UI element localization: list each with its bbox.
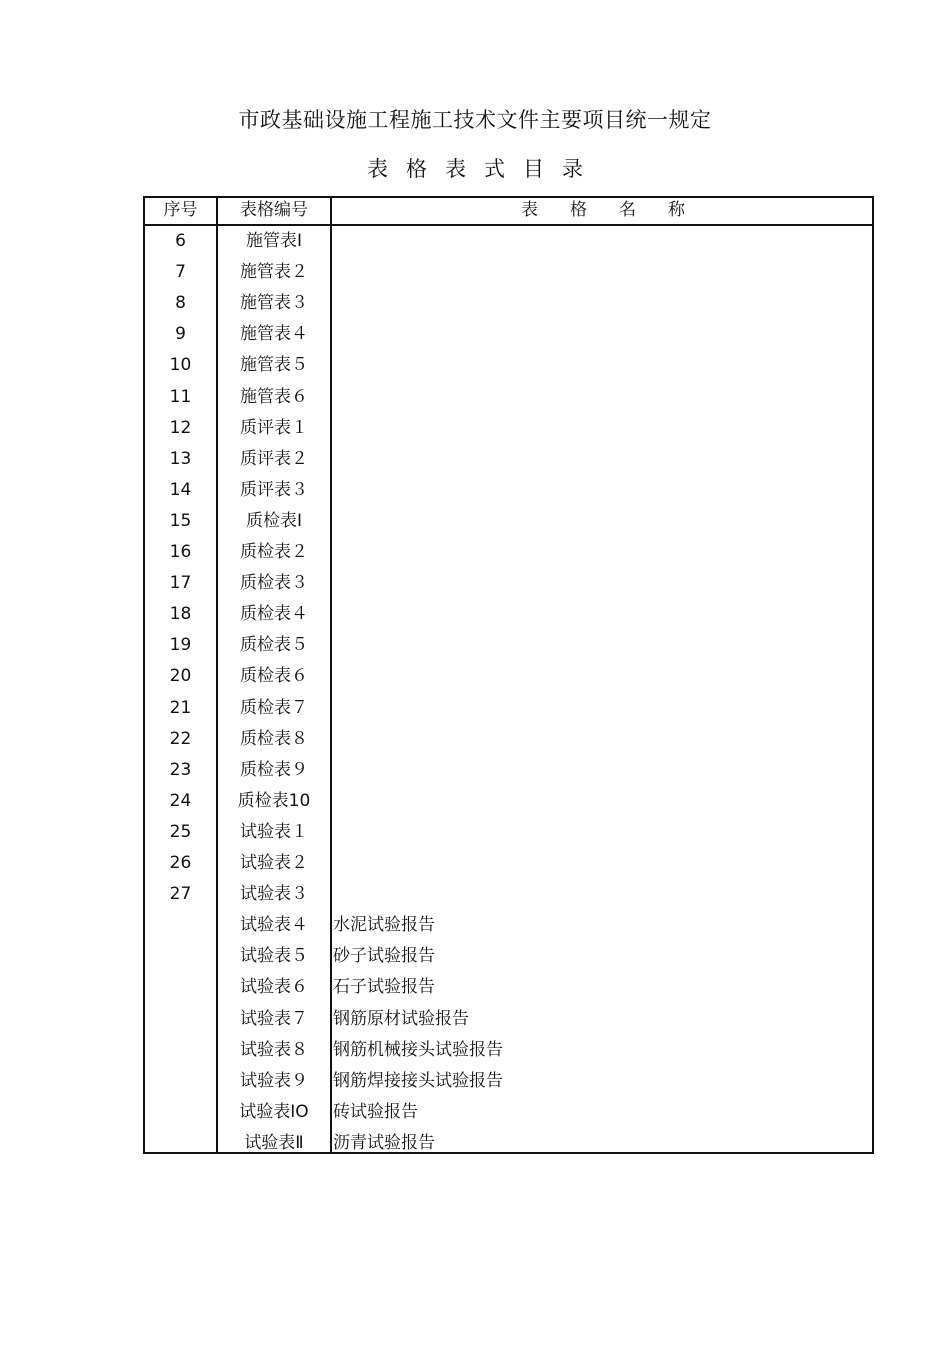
row-seq: 10	[169, 355, 192, 376]
row-seq: 25	[169, 821, 192, 842]
row-seq	[145, 1035, 216, 1066]
row-seq	[145, 1066, 216, 1097]
row-name: 钢筋机械接头试验报告	[333, 1039, 503, 1060]
row-seq	[145, 972, 216, 1003]
table-row	[145, 693, 874, 724]
row-name: 石子试验报告	[333, 977, 435, 998]
row-code: 试验表７	[240, 1008, 308, 1029]
row-code: 质评表１	[240, 417, 308, 438]
row-code: 试验表２	[240, 853, 308, 873]
row-code: 施管表Ⅰ	[245, 231, 302, 251]
table-row	[145, 319, 874, 350]
row-name: 砂子试验报告	[333, 946, 435, 967]
row-seq: 17	[169, 573, 192, 594]
header-seq: 序号	[163, 200, 198, 220]
row-name: 钢筋焊接接头试验报告	[333, 1070, 503, 1091]
row-name	[333, 257, 871, 288]
row-seq	[145, 1097, 216, 1128]
row-seq: 8	[175, 293, 186, 314]
row-name	[333, 288, 871, 319]
table-row	[145, 257, 874, 288]
row-name	[333, 350, 871, 381]
row-seq: 11	[169, 386, 192, 407]
table-row	[145, 910, 874, 941]
row-code: 质检表３	[240, 573, 308, 594]
header-name-char: 称	[668, 200, 685, 220]
subtitle-char: 表	[445, 157, 466, 181]
row-name	[333, 879, 871, 910]
row-code: 质检表８	[240, 728, 308, 749]
row-code: 试验表１	[240, 821, 308, 842]
row-seq: 27	[169, 884, 192, 905]
row-code: 试验表３	[240, 884, 308, 905]
row-name	[333, 413, 871, 444]
table-row	[145, 879, 874, 910]
table-row	[145, 288, 874, 319]
row-code: 试验表８	[240, 1039, 308, 1060]
row-seq	[145, 941, 216, 972]
table-row	[145, 537, 874, 568]
subtitle-char: 式	[484, 157, 505, 181]
table-row	[145, 817, 874, 848]
row-seq	[145, 1128, 216, 1159]
table-row	[145, 661, 874, 692]
row-code: 施管表５	[240, 355, 308, 376]
row-code: 质检表２	[240, 542, 308, 562]
row-seq: 26	[169, 853, 192, 873]
row-name	[333, 661, 871, 692]
row-name: 砖试验报告	[333, 1101, 418, 1122]
table-row	[145, 444, 874, 475]
row-name	[333, 724, 871, 755]
row-code: 试验表９	[240, 1070, 308, 1091]
row-seq: 7	[175, 262, 186, 283]
row-seq: 19	[169, 635, 192, 656]
row-code: 施管表６	[240, 386, 308, 407]
document-title: 市政基础设施工程施工技术文件主要项目统一规定	[238, 108, 712, 132]
row-code: 施管表３	[240, 293, 308, 314]
row-seq: 12	[169, 417, 192, 438]
row-name	[333, 755, 871, 786]
row-seq: 22	[169, 728, 192, 749]
row-name	[333, 599, 871, 630]
table-row	[145, 350, 874, 381]
row-name	[333, 817, 871, 848]
row-code: 试验表４	[240, 915, 308, 936]
header-name-char: 名	[619, 200, 636, 220]
table-row	[145, 568, 874, 599]
table-row	[145, 972, 874, 1003]
table-row	[145, 755, 874, 786]
table-row	[145, 786, 874, 817]
row-code: 试验表IO	[239, 1101, 309, 1122]
row-seq	[145, 910, 216, 941]
row-code: 质评表３	[240, 479, 308, 500]
table-row	[145, 848, 874, 879]
table-row	[145, 1097, 874, 1128]
row-code: 质检表６	[240, 666, 308, 687]
row-seq: 24	[169, 790, 192, 811]
row-name	[333, 382, 871, 413]
row-code: 质检表５	[240, 635, 308, 656]
row-name	[333, 786, 871, 817]
row-code: 质检表９	[240, 759, 308, 780]
row-seq: 18	[169, 604, 192, 625]
row-name	[333, 444, 871, 475]
table-row	[145, 413, 874, 444]
row-seq: 13	[169, 448, 192, 469]
row-seq: 20	[169, 666, 192, 687]
subtitle-char: 目	[523, 157, 544, 181]
table-row	[145, 475, 874, 506]
row-name	[333, 506, 871, 537]
row-seq: 14	[169, 479, 192, 500]
row-seq: 16	[169, 542, 192, 562]
table-row	[145, 1128, 874, 1159]
table-row	[145, 506, 874, 537]
row-code: 试验表Ⅱ	[244, 1132, 304, 1153]
row-seq: 6	[175, 231, 186, 251]
forms-index-table	[143, 196, 874, 1154]
row-name	[333, 630, 871, 661]
subtitle-char: 录	[562, 157, 583, 181]
row-seq	[145, 1004, 216, 1035]
subtitle-char: 格	[406, 157, 427, 181]
row-name	[333, 319, 871, 350]
header-name-char: 表	[521, 200, 538, 220]
row-code: 质评表２	[240, 448, 308, 469]
row-seq: 9	[175, 324, 186, 345]
row-name	[333, 226, 871, 257]
table-row	[145, 1035, 874, 1066]
table-row	[145, 599, 874, 630]
row-seq: 23	[169, 759, 192, 780]
header-name-char: 格	[570, 200, 587, 220]
subtitle-char: 表	[367, 157, 388, 181]
row-code: 质检表７	[240, 697, 308, 718]
row-seq: 15	[169, 510, 192, 531]
row-name	[333, 537, 871, 568]
table-row	[145, 941, 874, 972]
row-name: 水泥试验报告	[333, 915, 435, 936]
row-code: 质检表４	[240, 604, 308, 625]
row-code: 施管表４	[240, 324, 308, 345]
row-code: 试验表６	[240, 977, 308, 998]
table-row	[145, 226, 874, 257]
document-subtitle	[0, 153, 950, 183]
row-name	[333, 475, 871, 506]
row-name	[333, 568, 871, 599]
table-row	[145, 630, 874, 661]
row-code: 质检表Ⅰ	[245, 510, 302, 531]
table-row	[145, 1066, 874, 1097]
row-seq: 21	[169, 697, 192, 718]
header-code: 表格编号	[240, 200, 308, 220]
row-name	[333, 848, 871, 879]
table-row	[145, 1004, 874, 1035]
header-name	[332, 198, 874, 224]
row-name	[333, 693, 871, 724]
table-row	[145, 382, 874, 413]
row-code: 施管表２	[240, 262, 308, 283]
row-code: 试验表５	[240, 946, 308, 967]
row-name: 沥青试验报告	[333, 1132, 435, 1153]
row-name: 钢筋原材试验报告	[333, 1008, 469, 1029]
table-row	[145, 724, 874, 755]
row-code: 质检表10	[237, 790, 311, 811]
